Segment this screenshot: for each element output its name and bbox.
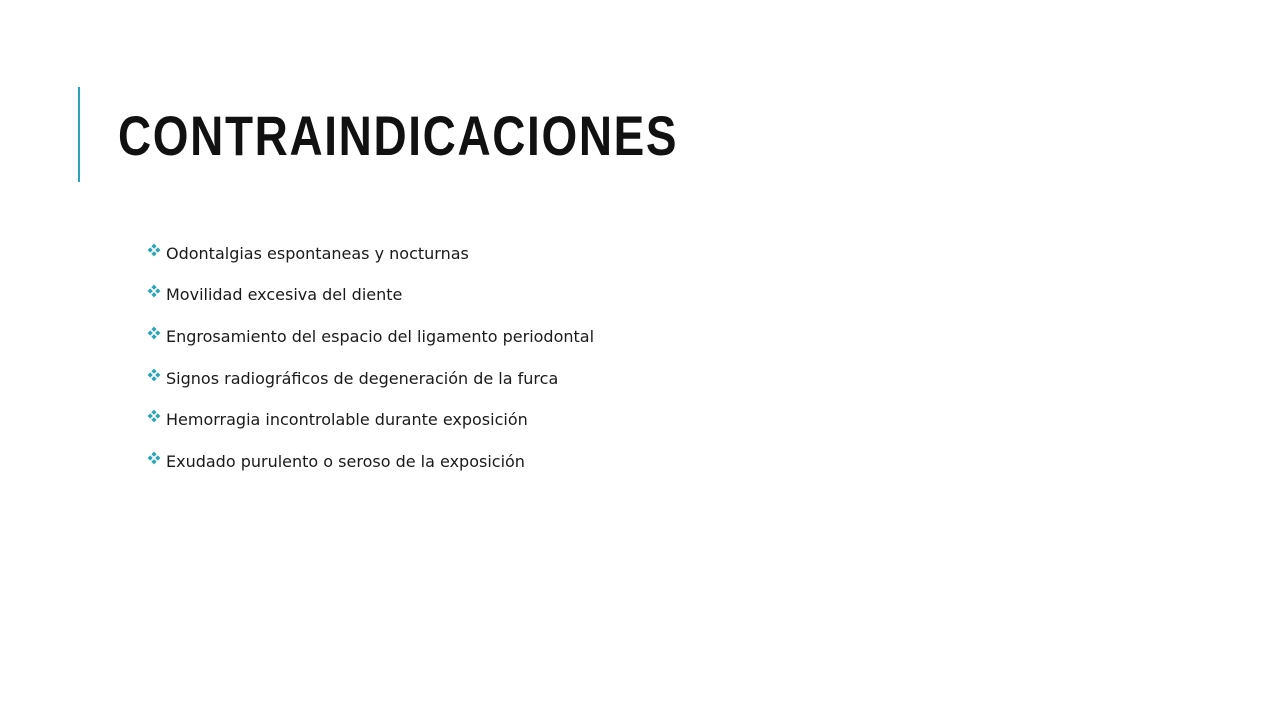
bullet-text: Odontalgias espontaneas y nocturnas	[166, 243, 469, 263]
four-diamond-bullet-icon	[147, 243, 165, 265]
bullet-text: Exudado purulento o seroso de la exposición	[166, 451, 525, 471]
four-diamond-bullet-icon	[147, 326, 165, 348]
four-diamond-bullet-icon	[147, 409, 165, 431]
list-item	[147, 441, 594, 483]
list-item	[147, 233, 594, 275]
list-item	[147, 275, 594, 317]
four-diamond-bullet-icon	[147, 451, 165, 473]
bullet-list	[147, 233, 594, 483]
list-item	[147, 399, 594, 441]
bullet-text: Signos radiográficos de degeneración de la furca	[166, 368, 559, 388]
bullet-text: Movilidad excesiva del diente	[166, 285, 403, 305]
list-item	[147, 358, 594, 400]
title-accent-bar	[78, 87, 80, 182]
four-diamond-bullet-icon	[147, 284, 165, 306]
bullet-text: Engrosamiento del espacio del ligamento periodontal	[166, 326, 595, 346]
bullet-text: Hemorragia incontrolable durante exposición	[166, 410, 528, 430]
four-diamond-bullet-icon	[147, 368, 165, 390]
list-item	[147, 316, 594, 358]
slide-title: CONTRAINDICACIONES	[118, 104, 679, 167]
